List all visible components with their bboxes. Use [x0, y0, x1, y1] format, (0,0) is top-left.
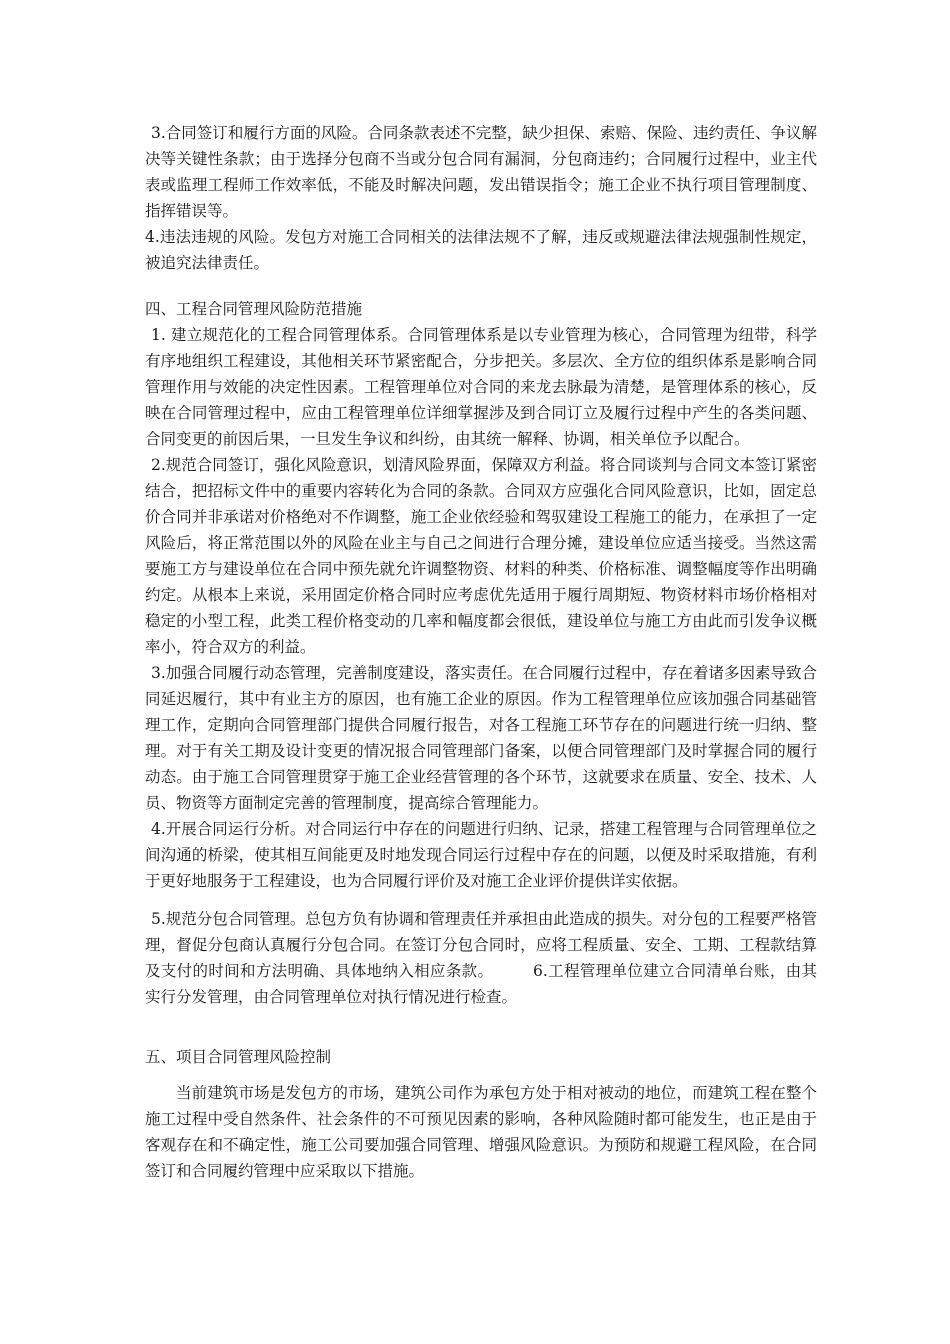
measure-2: 2.规范合同签订，强化风险意识，划清风险界面，保障双方利益。将合同谈判与合同文本签订紧密结合，把招标文件中的重要内容转化为合同的条款。合同双方应强化合同风险意识，比如，固定总价合同并非承诺对价格绝对不作调整，施工企业依经验和驾驭建设工程施工的能力，在承担了一定风险后，将正常范围以外的风险在业主与自己之间进行合理分摊，建设单位应适当接受。当然这需要施工方与建设单位在合同中预先就允许调整物资、材料的种类、价格标准、调整幅度等作出明确约定。从根本上来说，采用固定价格合同时应考虑优先适用于履行周期短、物资材料市场价格相对稳定的小型工程，此类工程价格变动的几率和幅度都会很低，建设单位与施工方由此而引发争议概率小，符合双方的利益。	[145, 456, 817, 656]
section-heading-5: 五、项目合同管理风险控制	[145, 1048, 332, 1066]
spacer	[145, 1070, 817, 1080]
measure-5-6: 5.规范分包合同管理。总包方负有协调和管理责任并承担由此造成的损失。对分包的工程要严格管理，督促分包商认真履行分包合同。在签订分包合同时，应将工程质量、安全、工期、工程款结算及支付的时间和方法明确、具体地纳入相应条款。 6.工程管理单位建立合同清单台账，由其实行分发管理，由合同管理单位对执行情况进行检查。	[145, 910, 817, 1006]
measure-4: 4.开展合同运行分析。对合同运行中存在的问题进行归纳、记录，搭建工程管理与合同管理单位之间沟通的桥梁，使其相互间能更及时地发现合同运行过程中存在的问题，以便及时采取措施，有利于更好地服务于工程建设，也为合同履行评价及对施工企业评价提供详实依据。	[145, 820, 817, 890]
spacer	[145, 894, 817, 906]
measure-3: 3.加强合同履行动态管理，完善制度建设，落实责任。在合同履行过程中，存在着诸多因素导致合同延迟履行，其中有业主方的原因，也有施工企业的原因。作为工程管理单位应该加强合同基础管理工作，定期向合同管理部门提供合同履行报告，对各工程施工环节存在的问题进行统一归纳、整理。对于有关工期及设计变更的情况报合同管理部门备案，以便合同管理部门及时掌握合同的履行动态。由于施工合同管理贯穿于施工企业经营管理的各个环节，这就要求在质量、安全、技术、人员、物资等方面制定完善的管理制度，提高综合管理能力。	[145, 664, 817, 812]
section-heading-4: 四、工程合同管理风险防范措施	[145, 300, 363, 318]
spacer	[145, 276, 817, 296]
paragraph-risk-4: 4.违法违规的风险。发包方对施工合同相关的法律法规不了解，违反或规避法律法规强制性规定，被追究法律责任。	[145, 228, 817, 272]
document-body	[145, 120, 817, 1184]
spacer	[145, 1010, 817, 1044]
paragraph-section-5: 当前建筑市场是发包方的市场，建筑公司作为承包方处于相对被动的地位，而建筑工程在整个施工过程中受自然条件、社会条件的不可预见因素的影响，各种风险随时都可能发生，也正是由于客观存在和不确定性，施工公司要加强合同管理、增强风险意识。为预防和规避工程风险，在合同签订和合同履约管理中应采取以下措施。	[145, 1084, 817, 1180]
measure-1: 1. 建立规范化的工程合同管理体系。合同管理体系是以专业管理为核心，合同管理为纽带，科学有序地组织工程建设，其他相关环节紧密配合，分步把关。多层次、全方位的组织体系是影响合同管理作用与效能的决定性因素。工程管理单位对合同的来龙去脉最为清楚，是管理体系的核心，反映在合同管理过程中，应由工程管理单位详细掌握涉及到合同订立及履行过程中产生的各类问题、合同变更的前因后果，一旦发生争议和纠纷，由其统一解释、协调，相关单位予以配合。	[145, 326, 817, 448]
paragraph-risk-3: 3.合同签订和履行方面的风险。合同条款表述不完整，缺少担保、索赔、保险、违约责任、争议解决等关键性条款；由于选择分包商不当或分包合同有漏洞，分包商违约；合同履行过程中，业主代表或监理工程师工作效率低，不能及时解决问题，发出错误指令；施工企业不执行项目管理制度、指挥错误等。	[145, 124, 817, 220]
